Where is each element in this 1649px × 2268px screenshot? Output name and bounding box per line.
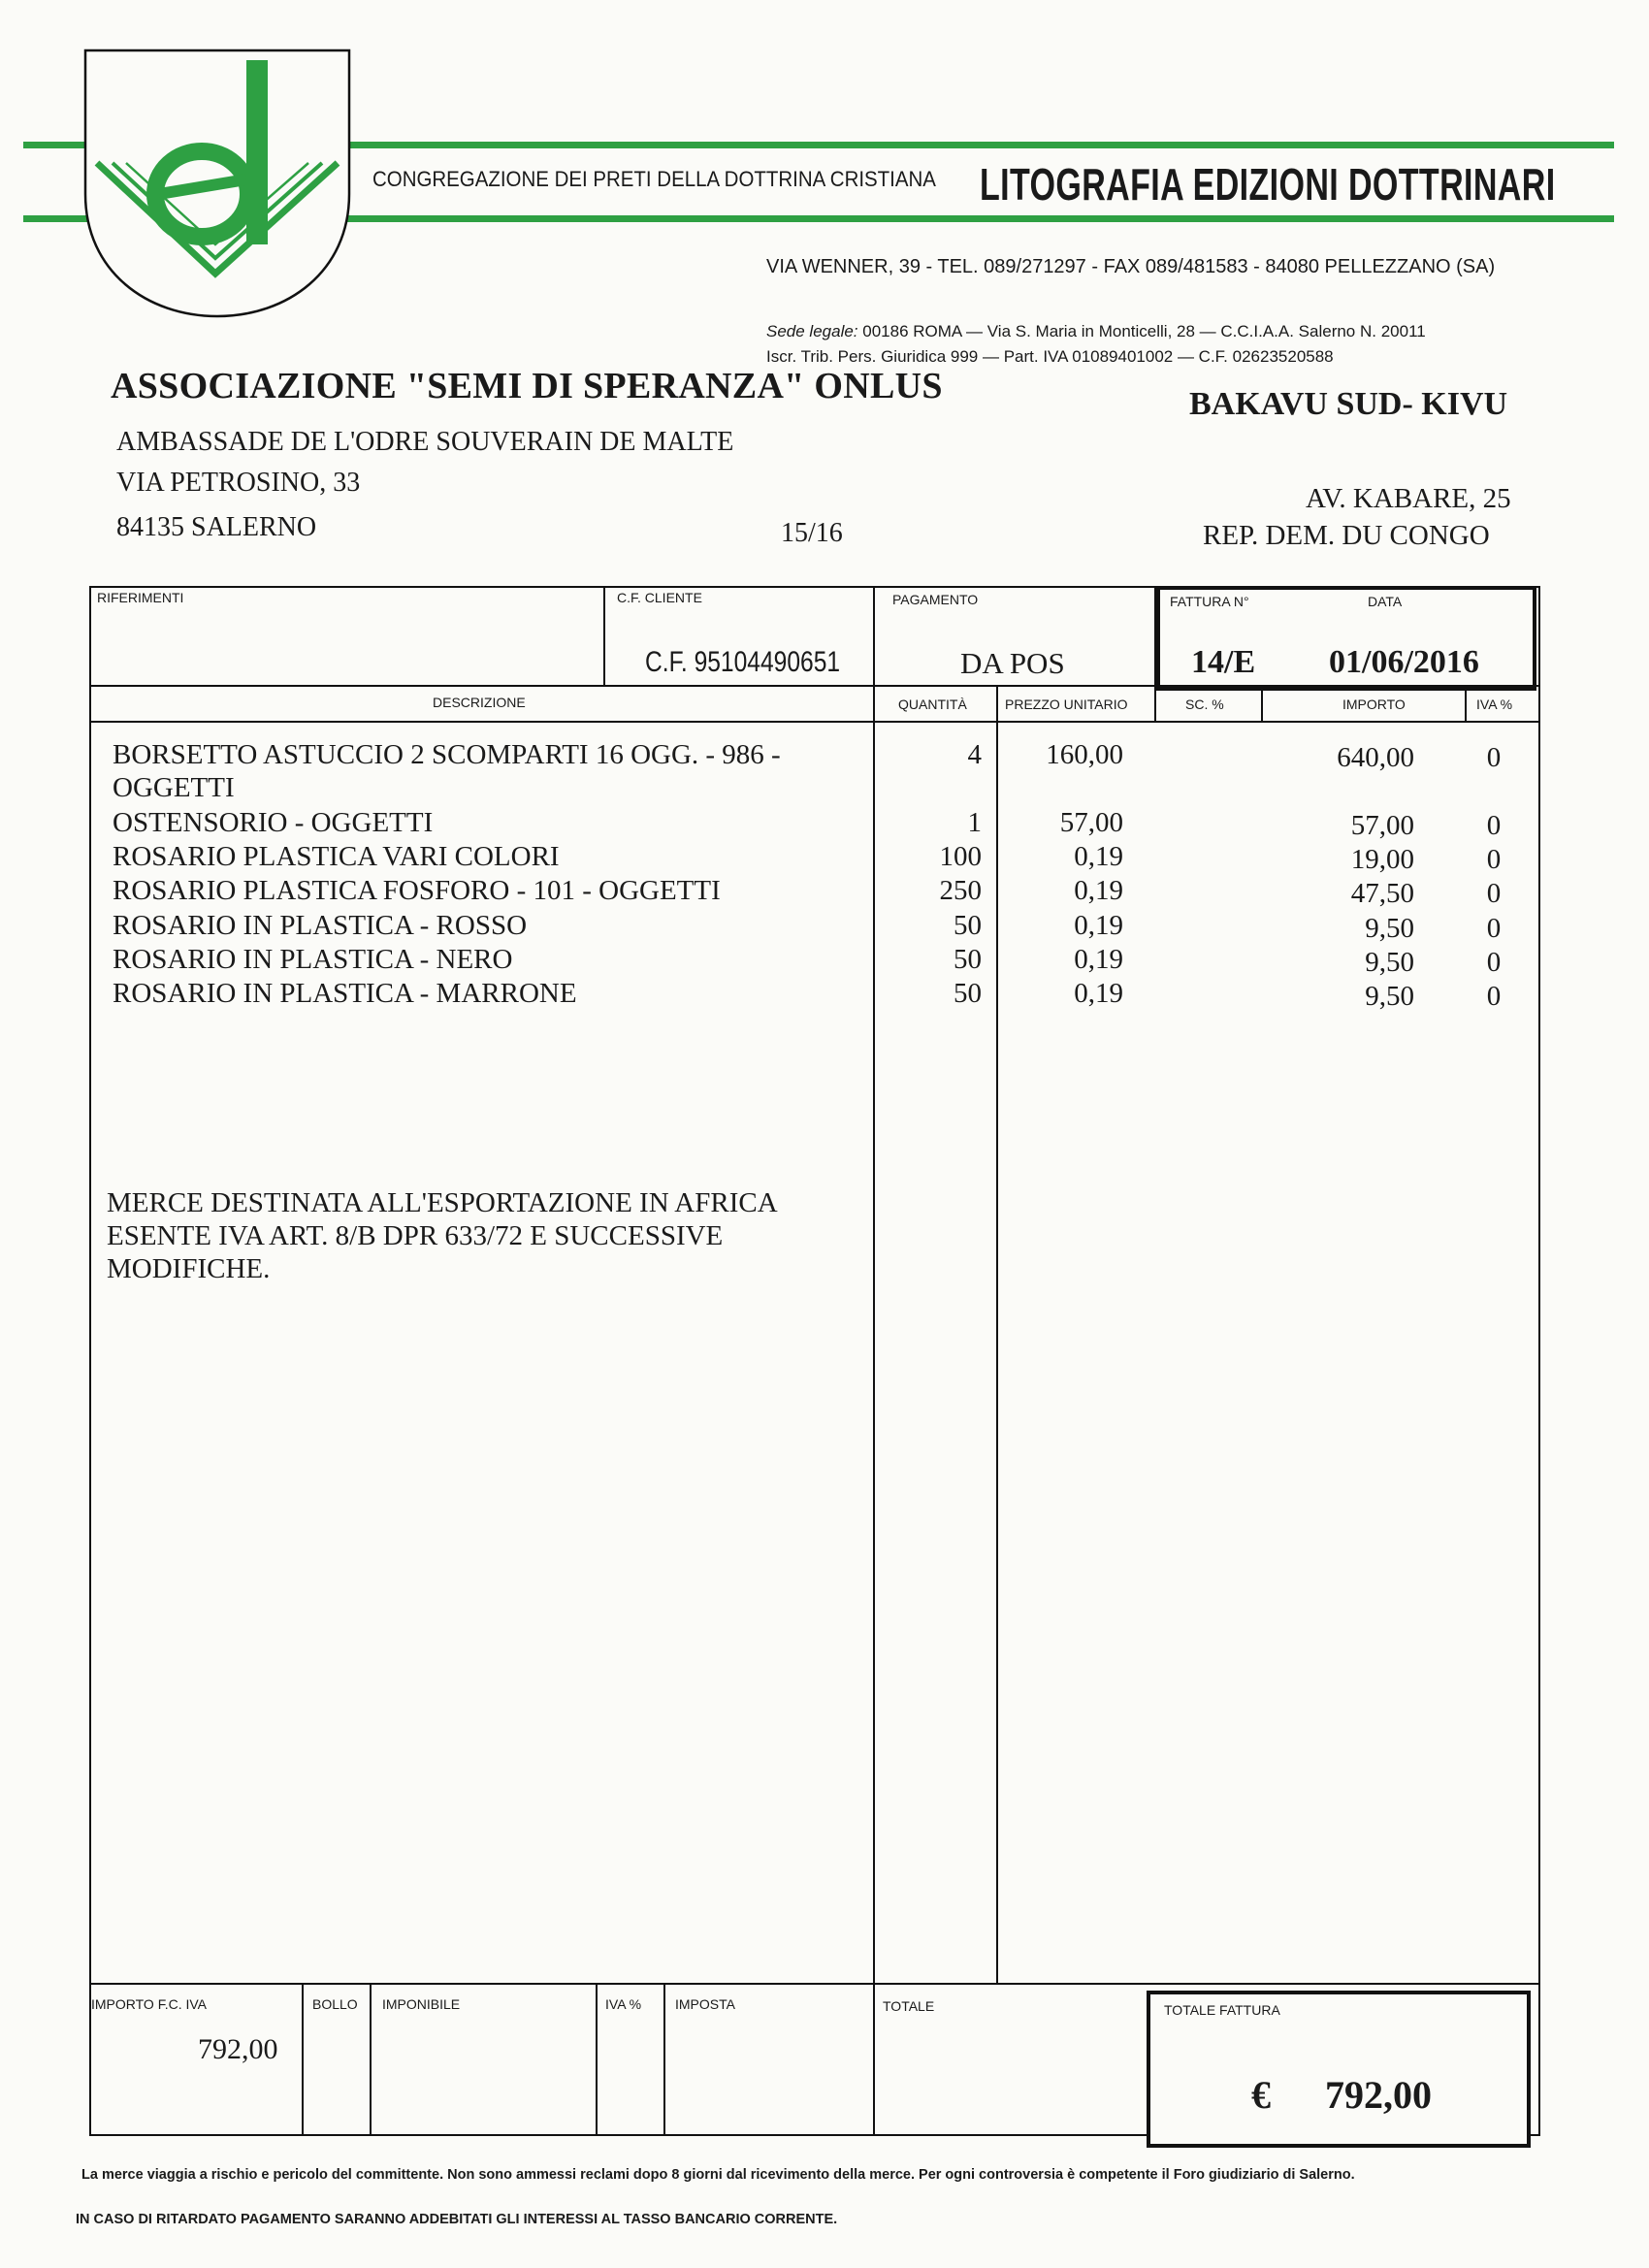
item-amount: 47,50 <box>1350 878 1414 909</box>
totals-divider-1 <box>302 1983 304 2136</box>
col-descrizione: DESCRIZIONE <box>433 695 526 710</box>
export-note-line-2: ESENTE IVA ART. 8/B DPR 633/72 E SUCCESSIVE <box>107 1220 724 1251</box>
item-unit-price: 0,19 <box>1074 875 1123 906</box>
sede-label: Sede legale: <box>766 322 858 340</box>
totals-divider-4 <box>663 1983 665 2136</box>
totals-divider-3 <box>596 1983 598 2136</box>
export-note-line-1: MERCE DESTINATA ALL'ESPORTAZIONE IN AFRICA <box>107 1187 778 1218</box>
totale-label: TOTALE <box>883 1998 935 2014</box>
table-left-border <box>89 586 91 2134</box>
fattura-label: FATTURA N° <box>1170 594 1249 609</box>
col-prezzo: PREZZO UNITARIO <box>1005 697 1128 712</box>
item-description: ROSARIO IN PLASTICA - ROSSO <box>113 910 528 941</box>
congregation-name: CONGREGAZIONE DEI PRETI DELLA DOTTRINA CRISTIANA <box>372 167 936 191</box>
item-vat: 0 <box>1486 878 1502 909</box>
item-amount: 57,00 <box>1350 810 1414 841</box>
destination-country: REP. DEM. DU CONGO <box>1203 520 1490 551</box>
recipient-line-3: 84135 SALERNO <box>116 512 317 542</box>
item-vat: 0 <box>1486 913 1502 944</box>
header-divider-1 <box>603 586 605 685</box>
totals-divider-5 <box>873 1983 875 2136</box>
col-importo: IMPORTO <box>1342 697 1406 712</box>
cf-cliente-label: C.F. CLIENTE <box>617 590 702 605</box>
col-divider-importo <box>1465 685 1467 722</box>
recipient-name: ASSOCIAZIONE "SEMI DI SPERANZA" ONLUS <box>111 366 943 406</box>
item-quantity: 50 <box>954 978 982 1009</box>
item-description-cont: OGGETTI <box>113 772 235 803</box>
item-quantity: 100 <box>939 841 982 872</box>
registered-office <box>766 322 1426 341</box>
item-quantity: 1 <box>967 807 982 838</box>
imposta-label: IMPOSTA <box>675 1996 735 2012</box>
item-amount: 19,00 <box>1350 844 1414 875</box>
item-unit-price: 0,19 <box>1074 841 1123 872</box>
item-unit-price: 0,19 <box>1074 978 1123 1009</box>
cf-cliente-value: C.F. 95104490651 <box>645 646 841 678</box>
item-amount: 9,50 <box>1365 947 1414 978</box>
recipient-line-2: VIA PETROSINO, 33 <box>116 468 361 498</box>
terms-footer: La merce viaggia a rischio e pericolo del committente. Non sono ammessi reclami dopo 8 giorni dal ricevimento della merce. Per ogni controversia è competente il Foro giudiziario di Salerno. <box>81 2167 1355 2183</box>
item-quantity: 50 <box>954 944 982 975</box>
export-note-line-3: MODIFICHE. <box>107 1253 271 1284</box>
item-amount: 9,50 <box>1365 913 1414 944</box>
totale-fattura-value: 792,00 <box>1325 2073 1432 2117</box>
col-divider-price <box>1154 685 1156 722</box>
iva-label: IVA % <box>605 1996 642 2012</box>
imponibile-label: IMPONIBILE <box>382 1996 461 2012</box>
item-description: BORSETTO ASTUCCIO 2 SCOMPARTI 16 OGG. - 986 - <box>113 739 781 770</box>
col-quantita: QUANTITÀ <box>898 697 967 712</box>
item-amount: 640,00 <box>1337 742 1414 773</box>
col-divider-sc <box>1261 685 1263 722</box>
recipient-line-1: AMBASSADE DE L'ODRE SOUVERAIN DE MALTE <box>116 427 734 457</box>
col-iva: IVA % <box>1476 697 1513 712</box>
col-sconto: SC. % <box>1185 697 1224 712</box>
header-divider-2 <box>873 586 875 1983</box>
bollo-label: BOLLO <box>312 1996 358 2012</box>
item-description: OSTENSORIO - OGGETTI <box>113 807 434 838</box>
item-vat: 0 <box>1486 810 1502 841</box>
totale-fattura-label: TOTALE FATTURA <box>1164 2002 1280 2018</box>
document-reference: 15/16 <box>781 518 843 548</box>
late-payment-footer: IN CASO DI RITARDATO PAGAMENTO SARANNO ADDEBITATI GLI INTERESSI AL TASSO BANCARIO CORRENTE. <box>76 2212 838 2227</box>
company-address: VIA WENNER, 39 - TEL. 089/271297 - FAX 089/481583 - 84080 PELLEZZANO (SA) <box>766 256 1496 277</box>
sede-text: 00186 ROMA — Via S. Maria in Monticelli, 28 — C.C.I.A.A. Salerno N. 20011 <box>857 322 1426 340</box>
table-right-border <box>1538 586 1540 2134</box>
pagamento-label: PAGAMENTO <box>892 592 979 607</box>
item-vat: 0 <box>1486 947 1502 978</box>
item-quantity: 250 <box>939 875 982 906</box>
riferimenti-label: RIFERIMENTI <box>97 590 184 605</box>
totals-divider-2 <box>370 1983 372 2136</box>
item-description: ROSARIO IN PLASTICA - NERO <box>113 944 513 975</box>
item-unit-price: 0,19 <box>1074 944 1123 975</box>
col-divider-qty <box>996 685 998 1983</box>
item-unit-price: 160,00 <box>1046 739 1123 770</box>
item-quantity: 50 <box>954 910 982 941</box>
columns-bottom-line <box>89 721 1540 723</box>
totals-top-line <box>89 1983 1540 1985</box>
invoice-date: 01/06/2016 <box>1329 644 1479 680</box>
pagamento-value: DA POS <box>960 646 1065 680</box>
item-amount: 9,50 <box>1365 981 1414 1012</box>
item-vat: 0 <box>1486 742 1502 773</box>
item-description: ROSARIO PLASTICA FOSFORO - 101 - OGGETTI <box>113 875 721 906</box>
item-unit-price: 0,19 <box>1074 910 1123 941</box>
item-unit-price: 57,00 <box>1059 807 1123 838</box>
item-description: ROSARIO IN PLASTICA - MARRONE <box>113 978 577 1009</box>
item-vat: 0 <box>1486 981 1502 1012</box>
company-name: LITOGRAFIA EDIZIONI DOTTRINARI <box>980 159 1556 210</box>
registration-details: Iscr. Trib. Pers. Giuridica 999 — Part. IVA 01089401002 — C.F. 02623520588 <box>766 347 1334 366</box>
item-description: ROSARIO PLASTICA VARI COLORI <box>113 841 560 872</box>
destination-street: AV. KABARE, 25 <box>1306 483 1511 514</box>
importo-fc-value: 792,00 <box>198 2033 278 2065</box>
currency-symbol: € <box>1251 2073 1271 2117</box>
data-label: DATA <box>1368 594 1403 609</box>
destination-city: BAKAVU SUD- KIVU <box>1189 386 1508 422</box>
item-vat: 0 <box>1486 844 1502 875</box>
item-quantity: 4 <box>967 739 982 770</box>
fattura-number: 14/E <box>1191 644 1256 680</box>
company-logo <box>83 49 353 318</box>
importo-fc-label: IMPORTO F.C. IVA <box>91 1996 208 2012</box>
